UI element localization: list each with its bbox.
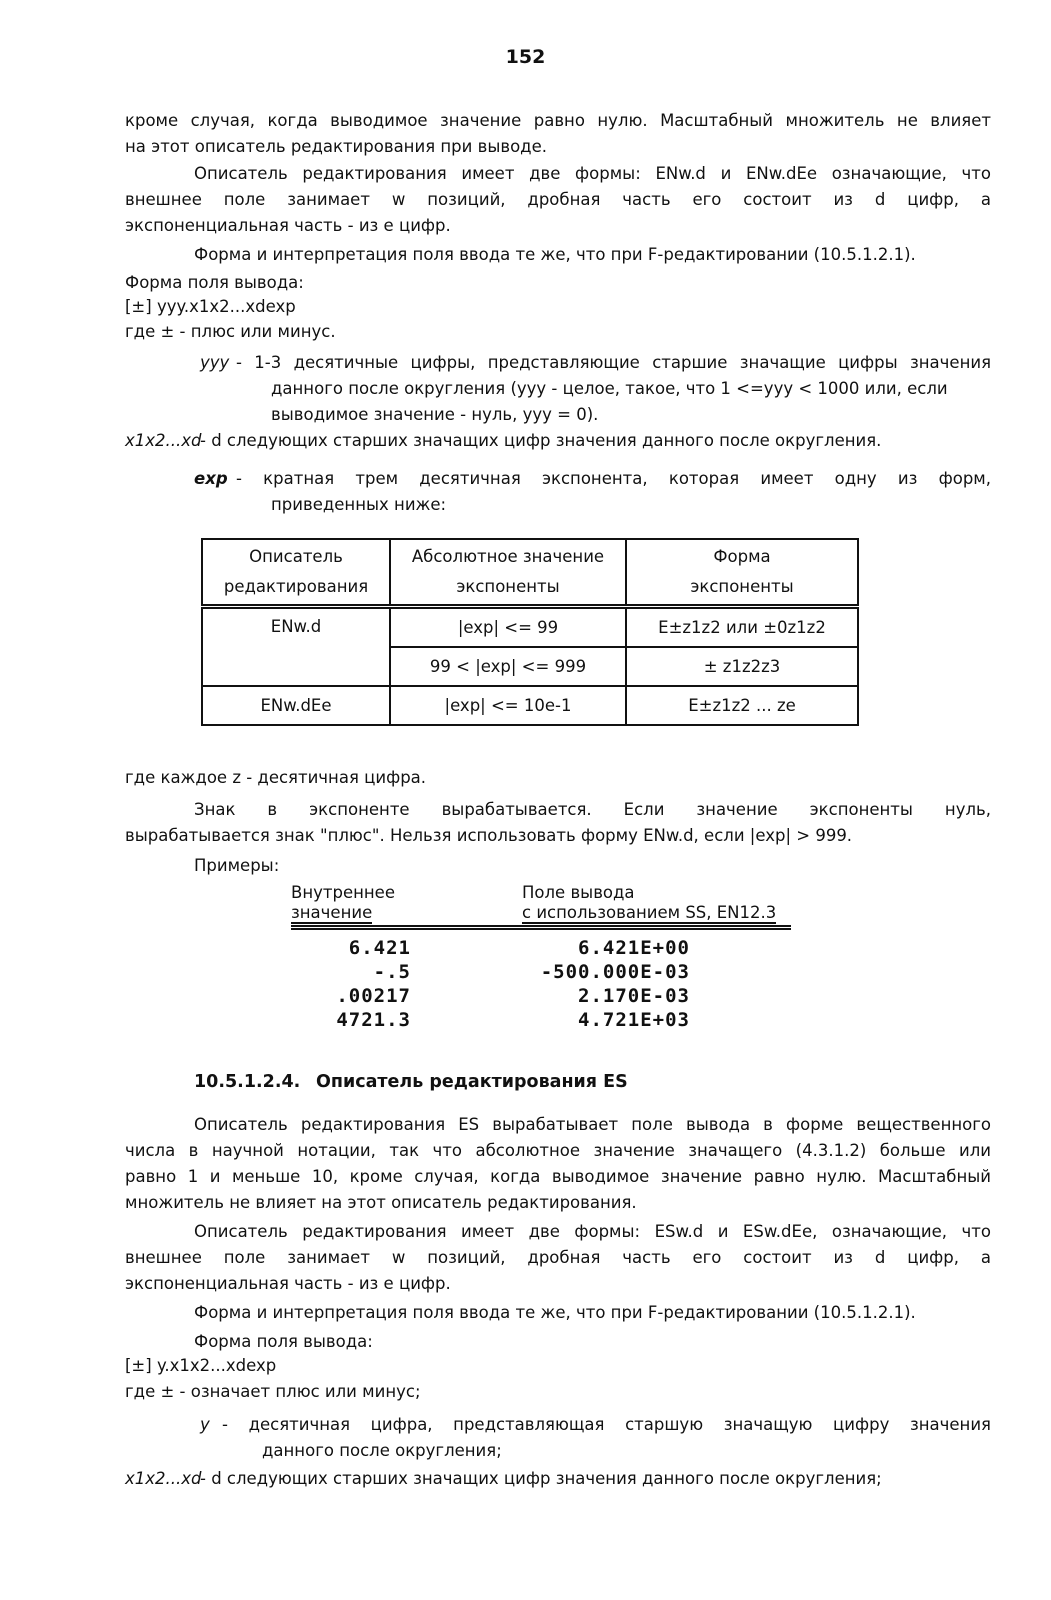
table-cell: |exp| <= 10e-1	[390, 686, 626, 725]
table-cell: ENw.dEe	[202, 686, 390, 725]
examples-col2-header: Поле вывода с использованием SS, EN12.3	[522, 883, 777, 922]
paragraph-line: на этот описатель редактирования при выводе.	[125, 137, 547, 156]
table-cell: .00217	[336, 985, 411, 1007]
definition-text: данного после округления (yyy - целое, такое, что 1 <=yyy < 1000 или, если	[271, 379, 948, 398]
output-form-formula: [±] yyy.x1x2...xdexp	[125, 297, 296, 316]
paragraph-line: где каждое z - десятичная цифра.	[125, 768, 427, 787]
table-row	[202, 686, 858, 725]
paragraph-line: внешнее поле занимает w позиций, дробная часть его состоит из d цифр, а	[125, 190, 991, 209]
output-form-label: Форма поля вывода:	[194, 1332, 373, 1351]
definition-text: - d следующих старших значащих цифр значения данного после округления;	[200, 1469, 882, 1488]
paragraph-line: множитель не влияет на этот описатель редактирования.	[125, 1193, 637, 1212]
output-form-formula: [±] y.x1x2...xdexp	[125, 1356, 277, 1375]
paragraph-line: Описатель редактирования имеет две формы: ENw.d и ENw.dEe означающие, что	[194, 164, 991, 183]
table-cell: ENw.d	[202, 607, 390, 687]
table-header: Абсолютное значение экспоненты	[390, 539, 626, 607]
definition-term: y	[200, 1415, 210, 1434]
paragraph-line: Форма и интерпретация поля ввода те же, что при F-редактировании (10.5.1.2.1).	[194, 1303, 916, 1322]
section-title: Описатель редактирования ES	[316, 1072, 628, 1092]
definition-text: данного после округления;	[262, 1441, 502, 1460]
definition-text: - кратная трем десятичная экспонента, которая имеет одну из форм,	[236, 469, 991, 488]
definition-term: exp	[194, 469, 228, 488]
definition-term: yyy	[200, 353, 230, 372]
table-cell: 6.421	[348, 937, 411, 959]
paragraph-line: где ± - означает плюс или минус;	[125, 1382, 421, 1401]
examples-col1-header: Внутреннее значение	[291, 883, 395, 922]
definition-text: - десятичная цифра, представляющая старшую значащую цифру значения	[222, 1415, 991, 1434]
exponent-table	[201, 538, 859, 726]
section-number: 10.5.1.2.4.	[194, 1072, 301, 1092]
paragraph-line: Описатель редактирования имеет две формы: ESw.d и ESw.dEe, означающие, что	[194, 1222, 991, 1241]
table-cell: |exp| <= 99	[390, 607, 626, 648]
page-number: 152	[505, 46, 546, 68]
output-form-label: Форма поля вывода:	[125, 273, 304, 292]
definition-term: x1x2...xd	[125, 1469, 202, 1488]
table-cell: 4.721E+03	[578, 1009, 690, 1031]
paragraph-line: где ± - плюс или минус.	[125, 322, 336, 341]
table-cell: 99 < |exp| <= 999	[390, 647, 626, 686]
table-cell: -.5	[373, 961, 411, 983]
definition-text: - 1-3 десятичные цифры, представляющие старшие значащие цифры значения	[236, 353, 991, 372]
definition-term: x1x2...xd	[125, 431, 202, 450]
table-cell: 4721.3	[336, 1009, 411, 1031]
paragraph-line: числа в научной нотации, так что абсолютное значение значащего (4.3.1.2) больше или	[125, 1141, 991, 1160]
table-cell: 2.170E-03	[578, 985, 690, 1007]
paragraph-line: кроме случая, когда выводимое значение равно нулю. Масштабный множитель не влияет	[125, 111, 991, 130]
definition-text: приведенных ниже:	[271, 495, 447, 514]
examples-divider	[291, 925, 791, 930]
table-row	[202, 607, 858, 648]
table-cell: E±z1z2 ... ze	[626, 686, 858, 725]
definition-text: - d следующих старших значащих цифр значения данного после округления.	[200, 431, 882, 450]
paragraph-line: равно 1 и меньше 10, кроме случая, когда выводимое значение равно нулю. Масштабный	[125, 1167, 991, 1186]
examples-label: Примеры:	[194, 856, 280, 875]
table-cell: 6.421E+00	[578, 937, 690, 959]
paragraph-line: внешнее поле занимает w позиций, дробная часть его состоит из d цифр, а	[125, 1248, 991, 1267]
examples-col2-values	[520, 936, 690, 1032]
paragraph-line: Знак в экспоненте вырабатывается. Если значение экспоненты нуль,	[194, 800, 991, 819]
table-cell: -500.000E-03	[540, 961, 690, 983]
examples-col1-values	[311, 936, 411, 1032]
table-header: Форма экспоненты	[626, 539, 858, 607]
table-header: Описатель редактирования	[202, 539, 390, 607]
paragraph-line: вырабатывается знак "плюс". Нельзя использовать форму ENw.d, если |exp| > 999.	[125, 826, 853, 845]
paragraph-line: Форма и интерпретация поля ввода те же, что при F-редактировании (10.5.1.2.1).	[194, 245, 916, 264]
table-cell: ± z1z2z3	[626, 647, 858, 686]
table-cell: E±z1z2 или ±0z1z2	[626, 607, 858, 648]
definition-text: выводимое значение - нуль, yyy = 0).	[271, 405, 599, 424]
paragraph-line: экспоненциальная часть - из e цифр.	[125, 216, 451, 235]
paragraph-line: Описатель редактирования ES вырабатывает поле вывода в форме вещественного	[194, 1115, 991, 1134]
paragraph-line: экспоненциальная часть - из e цифр.	[125, 1274, 451, 1293]
